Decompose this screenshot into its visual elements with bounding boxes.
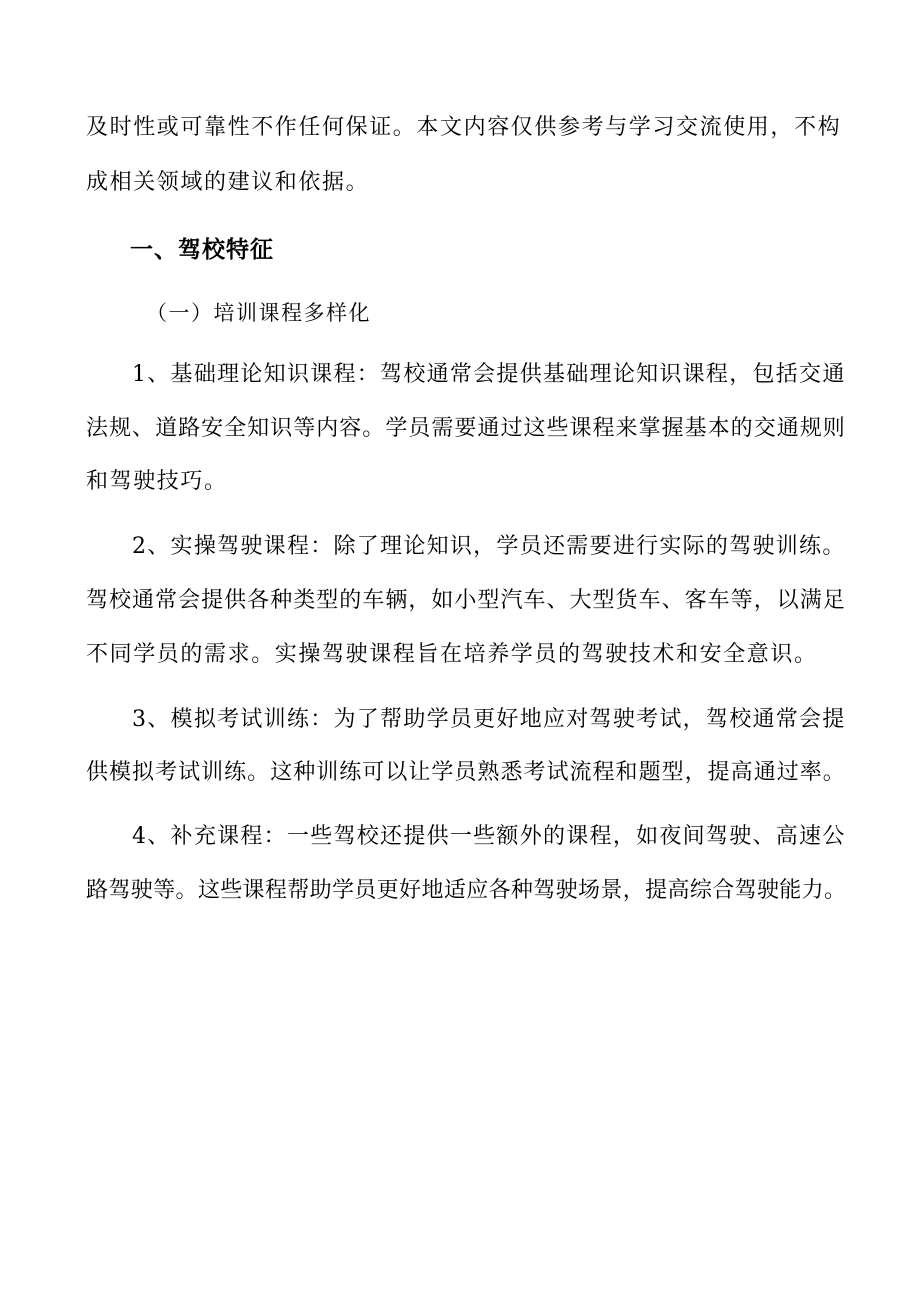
item-3-line-2: 供模拟考试训练。这种训练可以让学员熟悉考试流程和题型，提高通过率。	[86, 760, 846, 785]
item-3-line-1: 3、模拟考试训练：为了帮助学员更好地应对驾驶考试，驾校通常会提	[132, 707, 846, 732]
intro-line-1: 及时性或可靠性不作任何保证。本文内容仅供参考与学习交流使用，不构	[86, 115, 842, 140]
item-1-line-1: 1、基础理论知识课程：驾校通常会提供基础理论知识课程，包括交通	[132, 362, 846, 387]
item-1-line-3: 和驾驶技巧。	[86, 469, 228, 494]
subsection-heading: （一）培训课程多样化	[146, 301, 371, 325]
item-1-line-2: 法规、道路安全知识等内容。学员需要通过这些课程来掌握基本的交通规则	[86, 416, 846, 441]
intro-line-2: 成相关领域的建议和依据。	[86, 170, 370, 195]
item-2-line-3: 不同学员的需求。实操驾驶课程旨在培养学员的驾驶技术和安全意识。	[86, 642, 818, 667]
item-2-line-1: 2、实操驾驶课程：除了理论知识，学员还需要进行实际的驾驶训练。	[132, 534, 846, 559]
item-4-line-2: 路驾驶等。这些课程帮助学员更好地适应各种驾驶场景，提高综合驾驶能力。	[86, 878, 847, 903]
item-2-line-2: 驾校通常会提供各种类型的车辆，如小型汽车、大型货车、客车等，以满足	[86, 588, 846, 613]
section-heading: 一、驾校特征	[130, 237, 274, 263]
item-4-line-1: 4、补充课程：一些驾校还提供一些额外的课程，如夜间驾驶、高速公	[132, 824, 846, 849]
